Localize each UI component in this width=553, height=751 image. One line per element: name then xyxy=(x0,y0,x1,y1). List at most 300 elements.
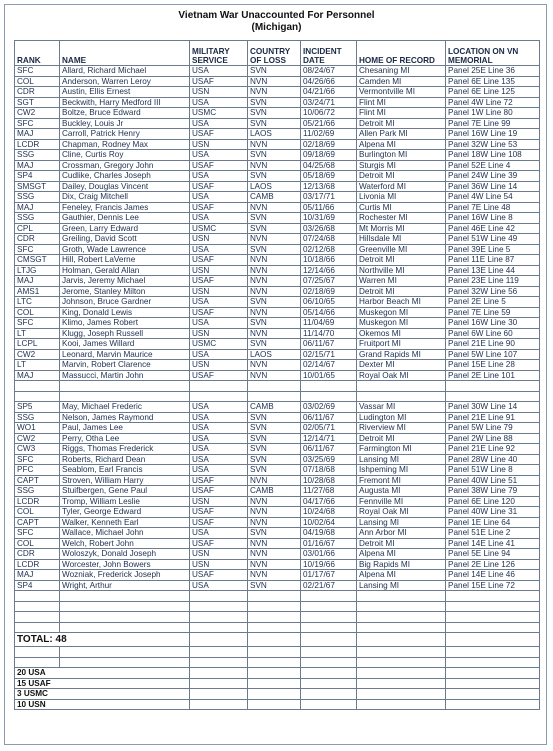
cell-rank: SFC xyxy=(15,318,60,329)
table-row xyxy=(15,129,540,140)
cell-date: 05/21/66 xyxy=(301,118,357,129)
cell-date: 04/21/66 xyxy=(301,87,357,98)
table-row xyxy=(15,349,540,360)
cell-country: NVN xyxy=(248,496,301,507)
cell-service: USMC xyxy=(190,339,248,350)
cell-rank: AMS1 xyxy=(15,286,60,297)
cell-location: Panel 2E Line 126 xyxy=(446,559,540,570)
cell-location: Panel 11E Line 87 xyxy=(446,255,540,266)
cell-location: Panel 39E Line 5 xyxy=(446,244,540,255)
cell-name: Feneley, Francis James xyxy=(60,202,190,213)
table-row xyxy=(15,507,540,518)
cell-country: NVN xyxy=(248,255,301,266)
table-row xyxy=(15,160,540,171)
cell-service: USN xyxy=(190,265,248,276)
cell-name: Stuifbergen, Gene Paul xyxy=(60,486,190,497)
cell-name: Wallace, Michael John xyxy=(60,528,190,539)
cell-home: Detroit MI xyxy=(357,538,446,549)
cell-rank: LTJG xyxy=(15,265,60,276)
table-row xyxy=(15,454,540,465)
cell-rank: MAJ xyxy=(15,202,60,213)
cell-name: Nelson, James Raymond xyxy=(60,412,190,423)
cell-name: King, Donald Lewis xyxy=(60,307,190,318)
cell-name: Carroll, Patrick Henry xyxy=(60,129,190,140)
cell-service: USA xyxy=(190,297,248,308)
cell-date: 10/19/66 xyxy=(301,559,357,570)
cell-location: Panel 1W Line 80 xyxy=(446,108,540,119)
table-row xyxy=(15,297,540,308)
cell-location: Panel 2W Line 88 xyxy=(446,433,540,444)
cell-country: NVN xyxy=(248,202,301,213)
cell-rank: COL xyxy=(15,538,60,549)
cell-home: Fennville MI xyxy=(357,496,446,507)
table-row xyxy=(15,87,540,98)
table-row xyxy=(15,286,540,297)
cell-country: SVN xyxy=(248,444,301,455)
cell-country: NVN xyxy=(248,87,301,98)
cell-rank: SSG xyxy=(15,192,60,203)
cell-name: Crossman, Gregory John xyxy=(60,160,190,171)
cell-name: Tromp, William Leslie xyxy=(60,496,190,507)
cell-rank: SGT xyxy=(15,97,60,108)
cell-country: SVN xyxy=(248,423,301,434)
cell-rank: CDR xyxy=(15,549,60,560)
cell-date: 01/17/67 xyxy=(301,570,357,581)
cell-name: Gauthier, Dennis Lee xyxy=(60,213,190,224)
table-row xyxy=(15,181,540,192)
cell-date: 10/31/69 xyxy=(301,213,357,224)
cell-home: Alpena MI xyxy=(357,139,446,150)
cell-location: Panel 14E Line 41 xyxy=(446,538,540,549)
cell-rank: SFC xyxy=(15,66,60,77)
cell-home: Muskegon MI xyxy=(357,318,446,329)
page-title: Vietnam War Unaccounted For Personnel xyxy=(178,10,375,21)
cell-location: Panel 5E Line 94 xyxy=(446,549,540,560)
cell-date: 11/27/68 xyxy=(301,486,357,497)
cell-country: SVN xyxy=(248,213,301,224)
cell-name: Anderson, Warren Leroy xyxy=(60,76,190,87)
cell-service: USAF xyxy=(190,538,248,549)
cell-service: USAF xyxy=(190,517,248,528)
cell-country: NVN xyxy=(248,507,301,518)
cell-service: USAF xyxy=(190,276,248,287)
cell-date: 11/14/70 xyxy=(301,328,357,339)
table-row xyxy=(15,255,540,266)
cell-home: Augusta MI xyxy=(357,486,446,497)
cell-rank: SP4 xyxy=(15,171,60,182)
cell-location: Panel 32W Line 53 xyxy=(446,139,540,150)
cell-location: Panel 21E Line 90 xyxy=(446,339,540,350)
table-row xyxy=(15,538,540,549)
cell-date: 10/28/68 xyxy=(301,475,357,486)
page-subtitle: (Michigan) xyxy=(251,22,302,33)
cell-rank: CW2 xyxy=(15,349,60,360)
spacer-rows-2 xyxy=(15,591,540,710)
count-usmc: 3 USMC xyxy=(15,689,190,700)
cell-country: NVN xyxy=(248,160,301,171)
cell-country: CAMB xyxy=(248,402,301,413)
cell-location: Panel 36W Line 14 xyxy=(446,181,540,192)
cell-name: Klimo, James Robert xyxy=(60,318,190,329)
cell-rank: COL xyxy=(15,307,60,318)
cell-home: Ann Arbor MI xyxy=(357,528,446,539)
cell-home: Royal Oak MI xyxy=(357,507,446,518)
cell-service: USA xyxy=(190,349,248,360)
cell-rank: SFC xyxy=(15,118,60,129)
cell-country: SVN xyxy=(248,97,301,108)
cell-country: SVN xyxy=(248,454,301,465)
cell-name: Kooi, James Willard xyxy=(60,339,190,350)
spacer-rows-1 xyxy=(15,381,540,402)
cell-country: SVN xyxy=(248,412,301,423)
cell-country: NVN xyxy=(248,570,301,581)
cell-service: USAF xyxy=(190,76,248,87)
cell-home: Mt Morris MI xyxy=(357,223,446,234)
cell-name: Wozniak, Frederick Joseph xyxy=(60,570,190,581)
cell-date: 10/24/68 xyxy=(301,507,357,518)
cell-location: Panel 13E Line 44 xyxy=(446,265,540,276)
cell-location: Panel 5W Line 107 xyxy=(446,349,540,360)
table-row xyxy=(15,150,540,161)
cell-home: Detroit MI xyxy=(357,255,446,266)
table-row xyxy=(15,234,540,245)
cell-date: 12/13/68 xyxy=(301,181,357,192)
cell-name: Riggs, Thomas Frederick xyxy=(60,444,190,455)
cell-rank: SFC xyxy=(15,244,60,255)
cell-date: 07/18/68 xyxy=(301,465,357,476)
table-row xyxy=(15,108,540,119)
count-row xyxy=(15,678,540,689)
cell-location: Panel 40W Line 31 xyxy=(446,507,540,518)
cell-name: Wright, Arthur xyxy=(60,580,190,591)
cell-rank: SP5 xyxy=(15,402,60,413)
cell-location: Panel 16W Line 8 xyxy=(446,213,540,224)
cell-location: Panel 7E Line 48 xyxy=(446,202,540,213)
cell-home: Vermontville MI xyxy=(357,87,446,98)
cell-date: 04/25/68 xyxy=(301,160,357,171)
cell-date: 03/24/71 xyxy=(301,97,357,108)
cell-name: Greiling, David Scott xyxy=(60,234,190,245)
cell-rank: WO1 xyxy=(15,423,60,434)
cell-home: Royal Oak MI xyxy=(357,370,446,381)
cell-service: USA xyxy=(190,192,248,203)
cell-rank: CMSGT xyxy=(15,255,60,266)
cell-date: 03/01/66 xyxy=(301,549,357,560)
cell-rank: COL xyxy=(15,76,60,87)
cell-date: 02/12/68 xyxy=(301,244,357,255)
cell-rank: CW2 xyxy=(15,108,60,119)
cell-country: NVN xyxy=(248,328,301,339)
cell-home: Sturgis MI xyxy=(357,160,446,171)
count-usaf: 15 USAF xyxy=(15,678,190,689)
cell-country: NVN xyxy=(248,538,301,549)
cell-service: USN xyxy=(190,87,248,98)
cell-rank: SSG xyxy=(15,486,60,497)
cell-rank: MAJ xyxy=(15,160,60,171)
table-row xyxy=(15,402,540,413)
cell-date: 02/18/69 xyxy=(301,286,357,297)
cell-country: CAMB xyxy=(248,192,301,203)
cell-home: Ishpeming MI xyxy=(357,465,446,476)
cell-country: NVN xyxy=(248,360,301,371)
cell-rank: MAJ xyxy=(15,370,60,381)
cell-name: Buckley, Louis Jr xyxy=(60,118,190,129)
cell-rank: MAJ xyxy=(15,276,60,287)
header-row xyxy=(15,41,540,66)
cell-location: Panel 25E Line 36 xyxy=(446,66,540,77)
cell-location: Panel 21E Line 92 xyxy=(446,444,540,455)
cell-service: USA xyxy=(190,244,248,255)
cell-date: 10/06/72 xyxy=(301,108,357,119)
cell-name: Massucci, Martin John xyxy=(60,370,190,381)
cell-service: USAF xyxy=(190,160,248,171)
cell-date: 02/14/67 xyxy=(301,360,357,371)
cell-service: USA xyxy=(190,97,248,108)
cell-name: Green, Larry Edward xyxy=(60,223,190,234)
cell-country: SVN xyxy=(248,244,301,255)
cell-home: Ludington MI xyxy=(357,412,446,423)
cell-country: NVN xyxy=(248,139,301,150)
cell-date: 07/24/68 xyxy=(301,234,357,245)
table-row xyxy=(15,549,540,560)
cell-rank: CW3 xyxy=(15,444,60,455)
cell-service: USAF xyxy=(190,181,248,192)
cell-home: Fruitport MI xyxy=(357,339,446,350)
cell-rank: MAJ xyxy=(15,570,60,581)
cell-location: Panel 7E Line 59 xyxy=(446,307,540,318)
cell-name: Jerome, Stanley Milton xyxy=(60,286,190,297)
cell-location: Panel 5W Line 79 xyxy=(446,423,540,434)
cell-rank: PFC xyxy=(15,465,60,476)
cell-date: 10/02/64 xyxy=(301,517,357,528)
cell-service: USAF xyxy=(190,129,248,140)
cell-rank: CAPT xyxy=(15,517,60,528)
table-row xyxy=(15,318,540,329)
cell-home: Lansing MI xyxy=(357,454,446,465)
cell-rank: LCDR xyxy=(15,559,60,570)
table-row xyxy=(15,139,540,150)
cell-service: USAF xyxy=(190,370,248,381)
cell-rank: MAJ xyxy=(15,129,60,140)
cell-home: Camden MI xyxy=(357,76,446,87)
table-row xyxy=(15,528,540,539)
cell-service: USA xyxy=(190,454,248,465)
cell-service: USN xyxy=(190,549,248,560)
cell-date: 07/25/67 xyxy=(301,276,357,287)
cell-rank: SFC xyxy=(15,454,60,465)
table-row xyxy=(15,475,540,486)
cell-home: Farmington MI xyxy=(357,444,446,455)
cell-home: Harbor Beach MI xyxy=(357,297,446,308)
cell-home: Okemos MI xyxy=(357,328,446,339)
cell-service: USN xyxy=(190,139,248,150)
cell-date: 02/18/69 xyxy=(301,139,357,150)
table-row xyxy=(15,412,540,423)
cell-name: Woloszyk, Donald Joseph xyxy=(60,549,190,560)
cell-service: USN xyxy=(190,286,248,297)
cell-country: SVN xyxy=(248,465,301,476)
table-row xyxy=(15,76,540,87)
cell-country: SVN xyxy=(248,318,301,329)
cell-rank: LT xyxy=(15,360,60,371)
cell-home: Greenville MI xyxy=(357,244,446,255)
cell-date: 05/11/66 xyxy=(301,202,357,213)
cell-service: USAF xyxy=(190,570,248,581)
table-row xyxy=(15,465,540,476)
cell-date: 03/02/69 xyxy=(301,402,357,413)
col-header-location: LOCATION ON VN MEMORIAL xyxy=(446,41,540,66)
cell-date: 11/02/69 xyxy=(301,129,357,140)
cell-service: USA xyxy=(190,402,248,413)
cell-location: Panel 2E Line 5 xyxy=(446,297,540,308)
cell-service: USA xyxy=(190,213,248,224)
cell-home: Big Rapids MI xyxy=(357,559,446,570)
cell-location: Panel 21E Line 91 xyxy=(446,412,540,423)
cell-location: Panel 1E Line 64 xyxy=(446,517,540,528)
cell-country: LAOS xyxy=(248,349,301,360)
cell-country: NVN xyxy=(248,475,301,486)
cell-country: SVN xyxy=(248,339,301,350)
table-row xyxy=(15,276,540,287)
cell-country: SVN xyxy=(248,118,301,129)
count-row xyxy=(15,668,540,679)
cell-service: USAF xyxy=(190,307,248,318)
cell-location: Panel 23E Line 119 xyxy=(446,276,540,287)
cell-country: SVN xyxy=(248,433,301,444)
cell-date: 02/15/71 xyxy=(301,349,357,360)
cell-country: LAOS xyxy=(248,129,301,140)
cell-home: Lansing MI xyxy=(357,517,446,528)
cell-service: USA xyxy=(190,465,248,476)
cell-name: Johnson, Bruce Gardner xyxy=(60,297,190,308)
cell-service: USAF xyxy=(190,507,248,518)
table-row xyxy=(15,444,540,455)
cell-rank: COL xyxy=(15,507,60,518)
cell-name: Dix, Craig Mitchell xyxy=(60,192,190,203)
cell-name: Boltze, Bruce Edward xyxy=(60,108,190,119)
cell-country: NVN xyxy=(248,286,301,297)
cell-country: NVN xyxy=(248,549,301,560)
cell-service: USMC xyxy=(190,223,248,234)
cell-name: Perry, Otha Lee xyxy=(60,433,190,444)
table-row xyxy=(15,66,540,77)
cell-home: Curtis MI xyxy=(357,202,446,213)
cell-location: Panel 18W Line 108 xyxy=(446,150,540,161)
cell-country: SVN xyxy=(248,580,301,591)
table-row xyxy=(15,192,540,203)
col-header-service: MILITARY SERVICE xyxy=(190,41,248,66)
cell-location: Panel 6E Line 120 xyxy=(446,496,540,507)
cell-name: Hill, Robert LaVerne xyxy=(60,255,190,266)
cell-service: USN xyxy=(190,496,248,507)
cell-name: Welch, Robert John xyxy=(60,538,190,549)
cell-rank: CW2 xyxy=(15,433,60,444)
table-row xyxy=(15,328,540,339)
cell-date: 11/04/69 xyxy=(301,318,357,329)
cell-country: NVN xyxy=(248,370,301,381)
cell-location: Panel 52E Line 4 xyxy=(446,160,540,171)
cell-date: 05/18/69 xyxy=(301,171,357,182)
cell-location: Panel 15E Line 28 xyxy=(446,360,540,371)
cell-rank: LCDR xyxy=(15,139,60,150)
cell-home: Detroit MI xyxy=(357,433,446,444)
cell-name: Klugg, Joseph Russell xyxy=(60,328,190,339)
table-row xyxy=(15,202,540,213)
cell-rank: LTC xyxy=(15,297,60,308)
cell-date: 06/11/67 xyxy=(301,412,357,423)
cell-date: 12/14/66 xyxy=(301,265,357,276)
table-row xyxy=(15,496,540,507)
cell-service: USAF xyxy=(190,202,248,213)
cell-location: Panel 2E Line 101 xyxy=(446,370,540,381)
table-row xyxy=(15,265,540,276)
cell-name: Tyler, George Edward xyxy=(60,507,190,518)
cell-name: Dailey, Douglas Vincent xyxy=(60,181,190,192)
cell-date: 03/26/68 xyxy=(301,223,357,234)
table-row xyxy=(15,580,540,591)
cell-rank: LCPL xyxy=(15,339,60,350)
cell-date: 04/26/66 xyxy=(301,76,357,87)
cell-country: NVN xyxy=(248,276,301,287)
cell-location: Panel 16W Line 19 xyxy=(446,129,540,140)
cell-home: Burlington MI xyxy=(357,150,446,161)
cell-location: Panel 14E Line 46 xyxy=(446,570,540,581)
cell-date: 10/01/65 xyxy=(301,370,357,381)
cell-location: Panel 4W Line 54 xyxy=(446,192,540,203)
cell-service: USA xyxy=(190,318,248,329)
cell-rank: SSG xyxy=(15,150,60,161)
cell-name: Stroven, William Harry xyxy=(60,475,190,486)
cell-home: Alpena MI xyxy=(357,549,446,560)
cell-home: Muskegon MI xyxy=(357,307,446,318)
count-row xyxy=(15,689,540,700)
cell-name: Beckwith, Harry Medford III xyxy=(60,97,190,108)
table-row xyxy=(15,360,540,371)
cell-location: Panel 6W Line 60 xyxy=(446,328,540,339)
cell-country: SVN xyxy=(248,66,301,77)
table-row xyxy=(15,423,540,434)
cell-name: Groth, Wade Lawrence xyxy=(60,244,190,255)
cell-location: Panel 32W Line 56 xyxy=(446,286,540,297)
cell-home: Detroit MI xyxy=(357,286,446,297)
table-row xyxy=(15,517,540,528)
personnel-table xyxy=(14,40,540,710)
cell-home: Northville MI xyxy=(357,265,446,276)
cell-home: Alpena MI xyxy=(357,570,446,581)
col-header-rank: RANK xyxy=(15,41,60,66)
cell-service: USA xyxy=(190,528,248,539)
cell-location: Panel 4W Line 72 xyxy=(446,97,540,108)
cell-country: SVN xyxy=(248,297,301,308)
cell-service: USN xyxy=(190,360,248,371)
cell-country: SVN xyxy=(248,223,301,234)
cell-home: Allen Park MI xyxy=(357,129,446,140)
cell-home: Lansing MI xyxy=(357,580,446,591)
table-row xyxy=(15,223,540,234)
cell-rank: CPL xyxy=(15,223,60,234)
cell-rank: CAPT xyxy=(15,475,60,486)
cell-location: Panel 51E Line 2 xyxy=(446,528,540,539)
cell-location: Panel 6E Line 125 xyxy=(446,87,540,98)
cell-country: NVN xyxy=(248,517,301,528)
cell-country: NVN xyxy=(248,234,301,245)
table-row xyxy=(15,559,540,570)
cell-home: Vassar MI xyxy=(357,402,446,413)
cell-service: USA xyxy=(190,150,248,161)
cell-country: NVN xyxy=(248,265,301,276)
cell-rank: LT xyxy=(15,328,60,339)
cell-name: Holman, Gerald Allan xyxy=(60,265,190,276)
